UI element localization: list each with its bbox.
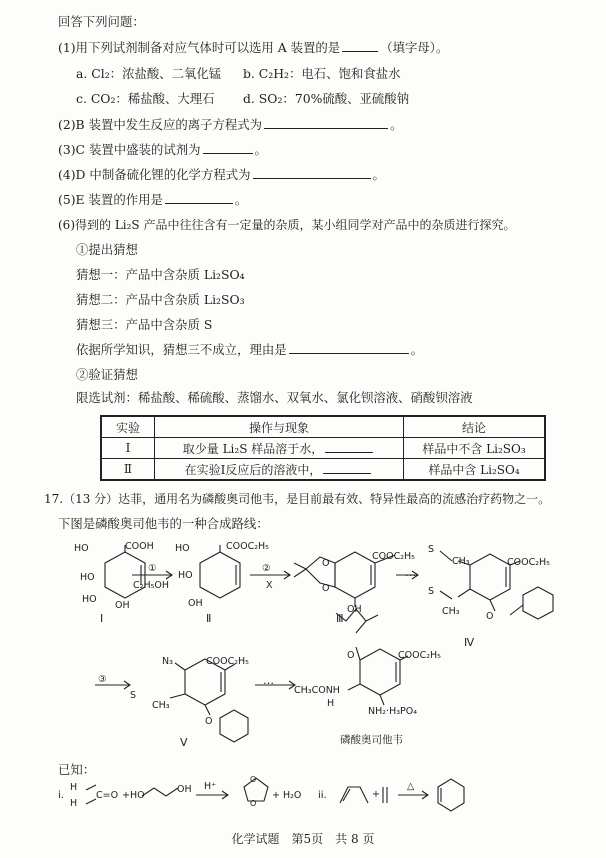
q17-line2: 下图是磷酸奥司他韦的一种合成路线： (58, 516, 269, 531)
label-compound-5: Ⅴ (180, 736, 188, 749)
compound-2-ring (200, 552, 240, 598)
q2-line (58, 117, 402, 133)
label-compound-4: Ⅳ (464, 636, 475, 649)
step1-label: ① (148, 563, 157, 574)
q5-suffix: 。 (234, 192, 248, 207)
intro-line: 回答下列问题： (58, 14, 145, 29)
op-answer-blank[interactable] (323, 462, 371, 474)
compound-4-s2: S (428, 586, 435, 597)
q3-suffix: 。 (254, 142, 267, 157)
table-row (101, 438, 545, 459)
q1-stem (58, 40, 448, 56)
q4-line (58, 167, 385, 183)
q1-stem-suffix: （填字母）。 (380, 40, 449, 55)
compound-1-cooh: COOH (125, 541, 154, 552)
oseltamivir-o: O (347, 650, 355, 661)
experiment-table (100, 415, 546, 481)
oseltamivir-cooet: COOC₂H₅ (398, 650, 441, 661)
known-i-h1: H (70, 782, 78, 793)
table-row (101, 459, 545, 481)
known-i-ho: +HO (122, 790, 145, 801)
compound-5-n3: N₃ (162, 656, 173, 667)
table-header-row (101, 416, 545, 438)
compound-3-o2: O (322, 583, 330, 594)
benzoyl-ring-5 (220, 710, 248, 742)
compound-5-ch3: CH₃ (152, 700, 170, 711)
label-oseltamivir: 磷酸奥司他韦 (340, 734, 403, 746)
known-i-carbonyl: C=O (96, 790, 119, 801)
compound-2-cooet: COOC₂H₅ (226, 541, 269, 552)
q1-answer-blank[interactable] (342, 40, 378, 52)
cyclohexene-ring (438, 779, 464, 811)
q5-answer-blank[interactable] (165, 192, 233, 204)
dioxolane-o2: O (250, 799, 257, 808)
dots-2: … (263, 674, 274, 687)
q6-reason-suffix: 。 (410, 342, 424, 357)
q6-reagents: 限选试剂：稀盐酸、稀硫酸、蒸馏水、双氧水、氯化钡溶液、硝酸钡溶液 (76, 390, 473, 405)
q1-option-d: d. SO₂：70%硫酸、亚硫酸钠 (243, 91, 410, 106)
q6-stem: (6)得到的 Li₂S 产品中往往含有一定量的杂质，某小组同学对产品中的杂质进行探究。 (58, 218, 516, 232)
dots-1: … (405, 566, 416, 579)
q2-answer-blank[interactable] (264, 117, 388, 129)
q1-stem-text: (1)用下列试剂制备对应气体时可以选用 A 装置的是 (58, 40, 341, 55)
q1-option-a: a. Cl₂：浓盐酸、二氧化锰 (76, 66, 222, 81)
q4-suffix: 。 (372, 167, 385, 182)
table-cell-op (155, 459, 404, 481)
known-i-oh: OH (177, 784, 192, 795)
known-ii-plus: + (372, 789, 380, 800)
known-i-catalyst: H⁺ (204, 781, 217, 792)
compound-1-ho3: HO (82, 594, 97, 605)
compound-5-o: O (205, 716, 213, 727)
q6-reason-blank[interactable] (289, 342, 409, 354)
compound-3-oh: OH (347, 604, 362, 615)
q5-text: (5)E 装置的作用是 (58, 192, 163, 207)
step1-reagent: C₂H₅OH (133, 580, 170, 591)
label-compound-3: Ⅲ (336, 612, 344, 625)
known-i-h2: H (70, 798, 78, 809)
table-cell-id: Ⅱ (101, 459, 155, 481)
q5-line (58, 192, 247, 208)
compound-1-oh: OH (115, 600, 130, 611)
compound-2-ho: HO (175, 543, 190, 554)
op-text: 在实验Ⅰ反应后的溶液中， (184, 462, 322, 477)
q6-reason (76, 342, 423, 358)
table-header-cell: 结论 (404, 416, 546, 438)
oseltamivir-ring (360, 649, 400, 695)
compound-5-cooet: COOC₂H₅ (206, 656, 249, 667)
table-header-cell: 实验 (101, 416, 155, 438)
q3-text: (3)C 装置中盛装的试剂为 (58, 142, 201, 157)
step2-label: ② (262, 563, 271, 574)
q6-step1: ①提出猜想 (76, 242, 138, 257)
table-cell-id: Ⅰ (101, 438, 155, 459)
diene (340, 787, 368, 803)
q6-reason-text: 依据所学知识，猜想三不成立，理由是 (76, 342, 287, 357)
q1-option-b: b. C₂H₂：电石、饱和食盐水 (243, 66, 401, 81)
compound-3-ring (335, 552, 375, 598)
compound-2-ho2: HO (178, 570, 193, 581)
q3-line (58, 142, 267, 158)
benzoyl-ring-4 (523, 587, 553, 619)
known-i-water: + H₂O (272, 790, 302, 801)
compound-4-ring (470, 554, 510, 600)
compound-4-s: S (428, 544, 435, 555)
q1-option-c: c. CO₂：稀盐酸、大理石 (76, 91, 215, 106)
q2-suffix: 。 (390, 117, 403, 132)
known-ii-heat: △ (407, 781, 415, 792)
compound-4-cooet: COOC₂H₅ (507, 557, 550, 568)
q2-text: (2)B 装置中发生反应的离子方程式为 (58, 117, 263, 132)
step2-reagent: X (266, 580, 273, 591)
known-title: 已知： (58, 762, 96, 777)
compound-1-ho2: HO (80, 572, 95, 583)
compound-1-ho: HO (74, 543, 89, 554)
q4-answer-blank[interactable] (253, 167, 371, 179)
compound-4-o: O (486, 611, 494, 622)
oseltamivir-h: H (327, 698, 335, 709)
q6-guess1: 猜想一：产品中含杂质 Li₂SO₄ (76, 267, 245, 282)
q6-guess3: 猜想三：产品中含杂质 S (76, 317, 213, 332)
oseltamivir-nh2: NH₂·H₃PO₄ (368, 706, 418, 717)
compound-4-ch3: CH₃ (452, 556, 470, 567)
compound-5-s: S (130, 690, 137, 701)
table-cell-result: 样品中含 Li₂SO₄ (404, 459, 546, 481)
label-compound-2: Ⅱ (206, 612, 212, 625)
q4-text: (4)D 中制备硫化锂的化学方程式为 (58, 167, 251, 182)
compound-2-oh: OH (188, 598, 203, 609)
oseltamivir-acnh: CH₃CONH (294, 685, 340, 696)
table-header-cell: 操作与现象 (155, 416, 404, 438)
table-cell-result: 样品中不含 Li₂SO₃ (404, 438, 546, 459)
q6-step2: ②验证猜想 (76, 367, 138, 382)
label-compound-1: Ⅰ (100, 612, 104, 625)
step3-label: ③ (98, 674, 107, 685)
compound-3-cooet: COOC₂H₅ (372, 551, 415, 562)
compound-4-ch3-2: CH₃ (442, 606, 460, 617)
q3-answer-blank[interactable] (203, 142, 253, 154)
q6-guess2: 猜想二：产品中含杂质 Li₂SO₃ (76, 292, 245, 307)
op-text: 取少量 Li₂S 样品溶于水， (182, 441, 324, 456)
known-i-label: i. (58, 790, 64, 801)
page-footer: 化学试题 第5页 共 8 页 (231, 832, 375, 846)
known-ii-label: ii. (318, 790, 327, 801)
q17-line1: 17.（13 分）达菲，通用名为磷酸奥司他韦，是目前最有效、特异性最高的流感治疗药物之一。 (44, 492, 551, 506)
op-answer-blank[interactable] (325, 441, 373, 453)
compound-3-o: O (322, 558, 330, 569)
table-cell-op (155, 438, 404, 459)
dioxolane-o1: O (250, 775, 257, 784)
